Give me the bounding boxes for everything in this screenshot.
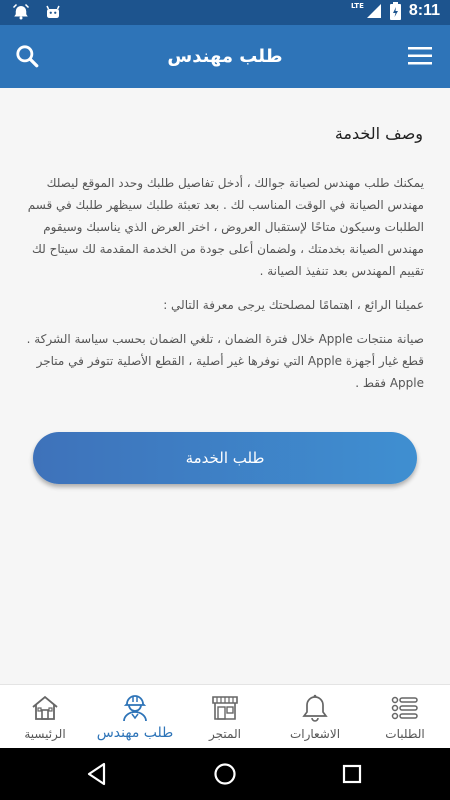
back-icon[interactable] [84,761,110,787]
nav-label: الرئيسية [24,727,66,741]
signal-icon [366,3,382,19]
list-icon [390,693,420,723]
network-type: LTE [351,2,364,10]
nav-item-request-engineer[interactable] [90,685,180,748]
battery-icon [390,2,401,20]
store-icon [210,693,240,723]
clock: 8:11 [408,2,440,19]
android-icon [44,3,62,21]
nav-item-home[interactable] [0,685,90,748]
system-nav-bar [0,748,450,800]
menu-icon[interactable] [408,45,432,67]
status-bar [0,0,450,25]
nav-label: المتجر [209,727,241,741]
nav-item-notifications[interactable] [270,685,360,748]
nav-label: طلب مهندس [96,725,174,741]
app-bar [0,25,450,88]
description-paragraph: يمكنك طلب مهندس لصيانة جوالك ، أدخل تفاصيل طلبك وحدد الموقع ليصلك مهندس الصيانة في الوقت المناسب لك . بعد تعبئة طلبك سيظهر طلبك في قسم الطلبات وسيكون متاحًا لإستقبال العروض ، اختر العرض الذي يناسبك وسيقوم مهندس الصيانة بخدمتك ، ولضمان أعلى جودة من الخدمة المقدمة لك سيتاح لك تقييم المهندس بعد تنفيذ الصيانة . [27,176,424,278]
alarm-icon [12,3,30,21]
section-title: وصف الخدمة [334,124,423,143]
page-title: طلب مهندس [167,46,283,67]
recents-icon[interactable] [339,761,365,787]
bell-icon [300,693,330,723]
nav-label: الطلبات [385,727,425,741]
search-icon[interactable] [14,43,40,69]
notice-paragraph: صيانة منتجات Apple خلال فترة الضمان ، تلغي الضمان بحسب سياسة الشركة . قطع غيار أجهزة Apple التي نوفرها غير أصلية ، القطع الأصلية تتوفر في متاجر Apple فقط . [26,332,424,390]
request-service-button[interactable]: طلب الخدمة [33,432,417,484]
nav-item-orders[interactable] [360,685,450,748]
home-icon [30,693,60,723]
engineer-icon [120,693,150,723]
nav-label: الاشعارات [289,727,341,741]
description-text [24,172,424,406]
service-description [0,88,450,684]
notice-heading: عميلنا الرائع ، اهتمامًا لمصلحتك يرجى معرفة التالي : [163,298,424,312]
bottom-nav [0,684,450,748]
home-circle-icon[interactable] [212,761,238,787]
nav-item-store[interactable] [180,685,270,748]
